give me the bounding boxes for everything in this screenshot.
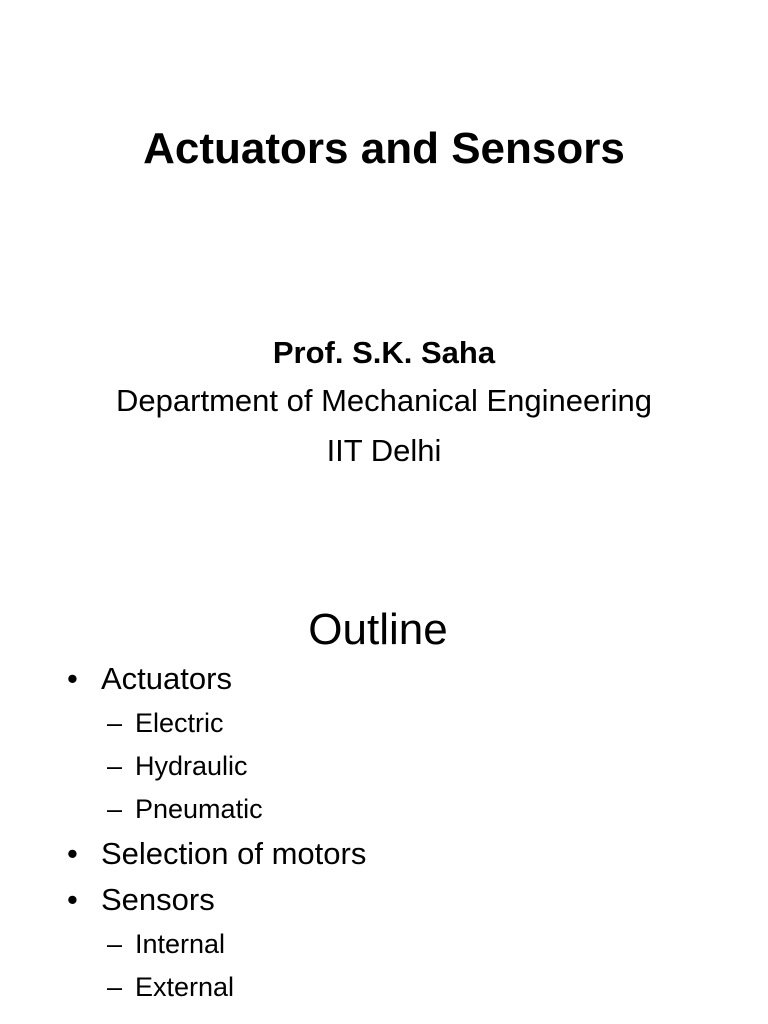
- outline-subitem: [0, 788, 768, 831]
- outline-subitem-label: External: [135, 972, 235, 1002]
- outline-item: [0, 831, 768, 877]
- dash-icon: –: [107, 794, 123, 824]
- outline-subitem-label: Hydraulic: [135, 751, 248, 781]
- slide-title: Actuators and Sensors: [143, 124, 625, 173]
- department-name: Department of Mechanical Engineering: [116, 383, 652, 418]
- outline-sublist: [0, 702, 768, 831]
- outline-subitem-label: Electric: [135, 708, 224, 738]
- dash-icon: –: [107, 751, 123, 781]
- outline-subitem: [0, 702, 768, 745]
- outline-slide: [0, 560, 768, 1024]
- author-name: Prof. S.K. Saha: [272, 335, 496, 370]
- outline-group: [0, 831, 768, 877]
- outline-sublist: [0, 923, 768, 1009]
- outline-item-label: Sensors: [101, 882, 215, 917]
- bullet-icon: •: [67, 836, 78, 871]
- outline-list: [0, 656, 768, 1009]
- bullet-icon: •: [67, 661, 78, 696]
- outline-item-label: Selection of motors: [101, 836, 367, 871]
- author-block: [0, 330, 768, 476]
- outline-heading: Outline: [308, 605, 448, 654]
- dash-icon: –: [107, 708, 123, 738]
- institute-name: IIT Delhi: [326, 433, 442, 468]
- outline-subitem: [0, 923, 768, 966]
- outline-subitem: [0, 966, 768, 1009]
- outline-item: [0, 877, 768, 923]
- dash-icon: –: [107, 972, 123, 1002]
- outline-group: [0, 656, 768, 831]
- outline-group: [0, 877, 768, 1009]
- outline-subitem-label: Pneumatic: [135, 794, 263, 824]
- outline-item: [0, 656, 768, 702]
- outline-subitem-label: Internal: [135, 929, 226, 959]
- dash-icon: –: [107, 929, 123, 959]
- outline-subitem: [0, 745, 768, 788]
- outline-item-label: Actuators: [101, 661, 232, 696]
- bullet-icon: •: [67, 882, 78, 917]
